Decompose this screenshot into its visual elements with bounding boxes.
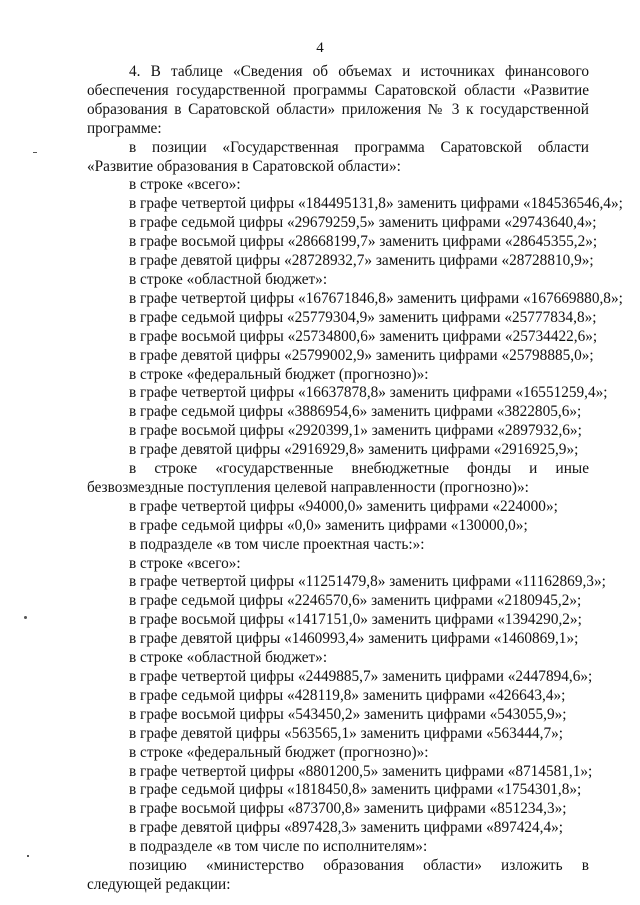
list-item: в строке «федеральный бюджет (прогнозно)»: [129, 365, 429, 383]
list-item: в графе четвертой цифры «8801200,5» заменить цифрами «8714581,1»; [129, 762, 593, 780]
paragraph: в позиции «Государственная программа Саратовской области «Развитие образования в Саратовской области»: [87, 138, 589, 175]
list-item: в графе девятой цифры «28728932,7» заменить цифрами «28728810,9»; [129, 252, 594, 270]
list-item: в графе девятой цифры «2916929,8» заменить цифрами «2916925,9»; [129, 441, 579, 459]
list-item: в строке «всего»: [129, 554, 241, 572]
list-item: в графе девятой цифры «1460993,4» заменить цифрами «1460869,1»; [129, 630, 579, 648]
paragraph: 4. В таблице «Сведения об объемах и источниках финансового обеспечения государственной программы Саратовской области «Развитие образования в Саратовской области» приложения № 3 к государственной программе: [87, 63, 589, 137]
list-item: в строке «областной бюджет»: [129, 649, 328, 667]
paragraph: позицию «министерство образования области» изложить в следующей редакции: [87, 857, 589, 893]
scan-mark [24, 616, 27, 619]
list-item: в графе восьмой цифры «1417151,0» заменить цифрами «1394290,2»; [129, 611, 582, 629]
list-item: в графе седьмой цифры «428119,8» заменить цифрами «426643,4»; [129, 686, 566, 704]
scan-mark [33, 152, 37, 153]
list-item: в графе девятой цифры «25799002,9» заменить цифрами «25798885,0»; [129, 346, 594, 364]
list-item: в графе девятой цифры «897428,3» заменить цифрами «897424,4»; [129, 819, 564, 837]
scan-mark [27, 855, 29, 857]
list-item: в графе восьмой цифры «873700,8» заменить цифрами «851234,3»; [129, 800, 567, 818]
list-item: в графе восьмой цифры «25734800,6» заменить цифрами «25734422,6»; [129, 327, 598, 345]
list-item: в подразделе «в том числе проектная часть:»: [129, 535, 425, 553]
document-body [87, 63, 623, 895]
list-item: в графе седьмой цифры «3886954,6» заменить цифрами «3822805,6»; [129, 403, 582, 421]
list-item: в графе четвертой цифры «94000,0» заменить цифрами «224000»; [129, 497, 558, 515]
list-item: в подразделе «в том числе по исполнителям»: [129, 838, 428, 856]
list-item: в графе восьмой цифры «2920399,1» заменить цифрами «2897932,6»; [129, 422, 582, 440]
list-item: в графе четвертой цифры «16637878,8» заменить цифрами «16551259,4»; [129, 384, 608, 402]
list-item: в графе четвертой цифры «167671846,8» заменить цифрами «167669880,8»; [129, 289, 623, 307]
list-item: в графе седьмой цифры «1818450,8» заменить цифрами «1754301,8»; [129, 781, 582, 799]
list-item: в графе седьмой цифры «2246570,6» заменить цифрами «2180945,2»; [129, 592, 582, 610]
list-item: в строке «областной бюджет»: [129, 270, 328, 288]
list-item: в графе девятой цифры «563565,1» заменить цифрами «563444,7»; [129, 724, 564, 742]
list-item: в графе восьмой цифры «28668199,7» заменить цифрами «28645355,2»; [129, 233, 598, 251]
list-item: в строке «федеральный бюджет (прогнозно)»: [129, 743, 429, 761]
paragraph: в строке «государственные внебюджетные фонды и иные безвозмездные поступления целевой направленности (прогнозно)»: [87, 460, 589, 496]
list-item: в графе восьмой цифры «543450,2» заменить цифрами «543055,9»; [129, 705, 567, 723]
list-item: в графе четвертой цифры «2449885,7» заменить цифрами «2447894,6»; [129, 668, 593, 685]
list-item: в строке «всего»: [129, 176, 241, 194]
list-item: в графе четвертой цифры «11251479,8» заменить цифрами «11162869,3»; [129, 573, 606, 591]
list-item: в графе седьмой цифры «25779304,9» заменить цифрами «25777834,8»; [129, 308, 597, 326]
page-number: 4 [316, 40, 324, 56]
list-item: в графе седьмой цифры «29679259,5» заменить цифрами «29743640,4»; [129, 214, 597, 232]
list-item: в графе четвертой цифры «184495131,8» заменить цифрами «184536546,4»; [129, 195, 623, 213]
list-item: в графе седьмой цифры «0,0» заменить цифрами «130000,0»; [129, 516, 528, 534]
